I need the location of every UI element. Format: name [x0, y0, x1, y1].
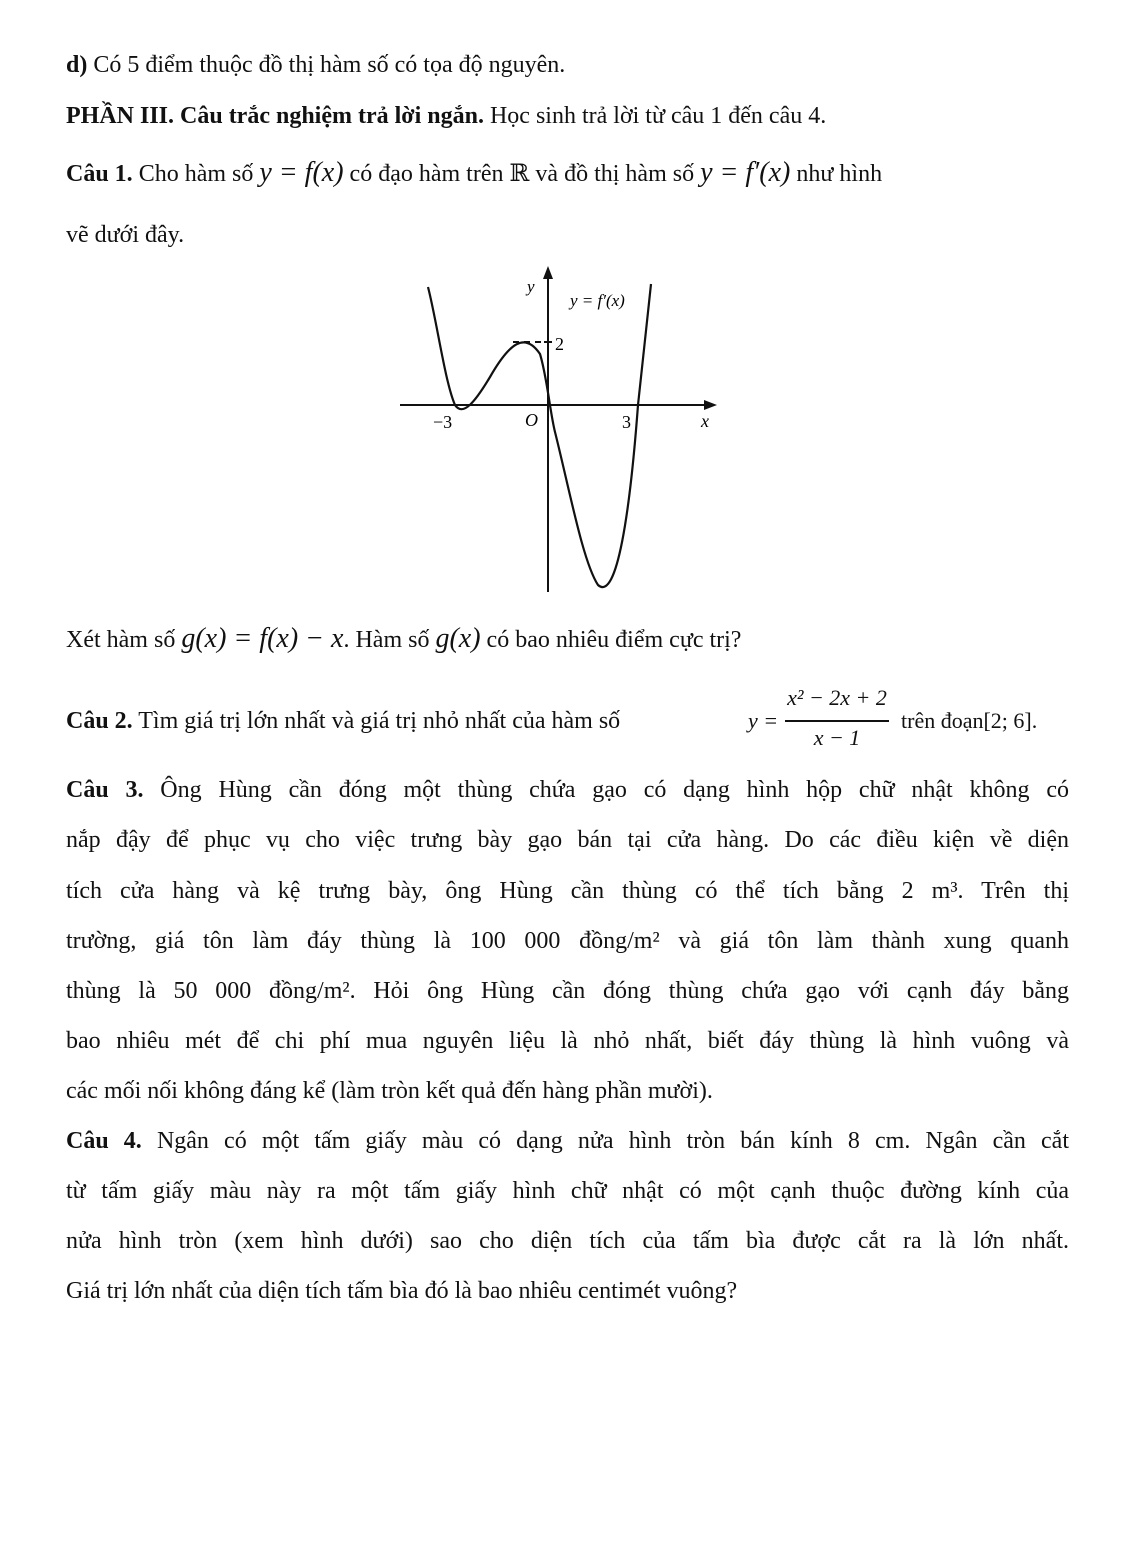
q1-text3: như hình — [790, 161, 883, 187]
y-tick-label-2: 2 — [555, 334, 564, 354]
q2-denominator: x − 1 — [813, 725, 861, 750]
part3-heading — [66, 101, 1069, 131]
q2-interval: trên đoạn[2; 6]. — [901, 708, 1038, 733]
q1-after-text2: . Hàm số — [343, 627, 436, 653]
statement-d-text: Có 5 điểm thuộc đồ thị hàm số có tọa độ nguyên. — [87, 52, 566, 78]
q3-text1: Ông Hùng cần đóng một thùng chứa gạo có dạng hình hộp chữ nhật không có — [143, 777, 1069, 803]
q3-label: Câu 3. — [66, 777, 144, 803]
part3-title: PHẦN III. Câu trắc nghiệm trả lời ngắn. — [66, 103, 484, 129]
x-axis-arrow — [704, 400, 717, 410]
y-axis-arrow — [543, 266, 553, 279]
q2-fraction — [777, 685, 897, 755]
q2-line — [66, 706, 620, 736]
q1-text2: có đạo hàm trên ℝ và đồ thị hàm số — [343, 161, 701, 187]
fprime-curve — [428, 284, 651, 587]
origin-label: O — [525, 410, 538, 430]
x-tick-label-3: 3 — [622, 412, 631, 432]
y-axis-label: y — [527, 277, 535, 296]
q4-label: Câu 4. — [66, 1128, 142, 1154]
x-tick-label-neg3: −3 — [433, 412, 453, 432]
q1-after-text3: có bao nhiêu điểm cực trị? — [480, 627, 742, 653]
fprime-graph — [395, 262, 725, 597]
statement-d-label: d) — [66, 52, 88, 78]
q1-line2: vẽ dưới đây. — [66, 222, 185, 248]
q3-line7: các mối nối không đáng kể (làm tròn kết quả đến hàng phần mười). — [66, 1078, 713, 1104]
q1-after-text1: Xét hàm số — [66, 627, 182, 653]
q1-label: Câu 1. — [66, 161, 133, 187]
q1-line3 — [66, 624, 1069, 655]
q3-line6: bao nhiêu mét để chi phí mua nguyên liệu là nhỏ nhất, biết đáy thùng là hình vuông và — [66, 1028, 1069, 1054]
q4-line4: Giá trị lớn nhất của diện tích tấm bìa đó là bao nhiêu centimét vuông? — [66, 1278, 738, 1304]
q2-label: Câu 2. — [66, 708, 133, 734]
q1-line1 — [66, 158, 1069, 189]
q1-eq-f: y = f(x) — [259, 157, 344, 188]
q1-eq-g: g(x) = f(x) − x — [181, 623, 344, 654]
q4-text1: Ngân có một tấm giấy màu có dạng nửa hình tròn bán kính 8 cm. Ngân cần cắt — [141, 1128, 1069, 1154]
q4-line1 — [66, 1126, 1069, 1156]
q4-line2: từ tấm giấy màu này ra một tấm giấy hình chữ nhật có một cạnh thuộc đường kính của — [66, 1178, 1069, 1204]
q3-line2: nắp đậy để phục vụ cho việc trưng bày gạo bán tại cửa hàng. Do các điều kiện về diện — [66, 827, 1069, 853]
part3-instruction: Học sinh trả lời từ câu 1 đến câu 4. — [483, 103, 827, 129]
q3-line3: tích cửa hàng và kệ trưng bày, ông Hùng cần thùng có thể tích bằng 2 m³. Trên thị — [66, 878, 1069, 904]
curve-label: y = f′(x) — [570, 291, 625, 310]
q2-numerator: x² − 2x + 2 — [787, 685, 887, 710]
q3-line1 — [66, 775, 1069, 805]
q1-text1: Cho hàm số — [132, 161, 260, 187]
q3-line4: trường, giá tôn làm đáy thùng là 100 000 đồng/m² và giá tôn làm thành xung quanh — [66, 928, 1069, 954]
q2-fraction-bar — [785, 720, 889, 722]
q1-eq-gx: g(x) — [435, 623, 481, 654]
x-axis-label: x — [701, 411, 709, 431]
q1-eq-fprime: y = f′(x) — [700, 157, 791, 188]
q3-line5: thùng là 50 000 đồng/m². Hỏi ông Hùng cần đóng thùng chứa gạo với cạnh đáy bằng — [66, 978, 1069, 1004]
q2-text1: Tìm giá trị lớn nhất và giá trị nhỏ nhất của hàm số — [132, 708, 621, 734]
q4-line3: nửa hình tròn (xem hình dưới) sao cho diện tích của tấm bìa được cắt ra là lớn nhất. — [66, 1228, 1069, 1254]
statement-d — [66, 50, 1069, 80]
q2-lhs: y = — [748, 708, 779, 733]
